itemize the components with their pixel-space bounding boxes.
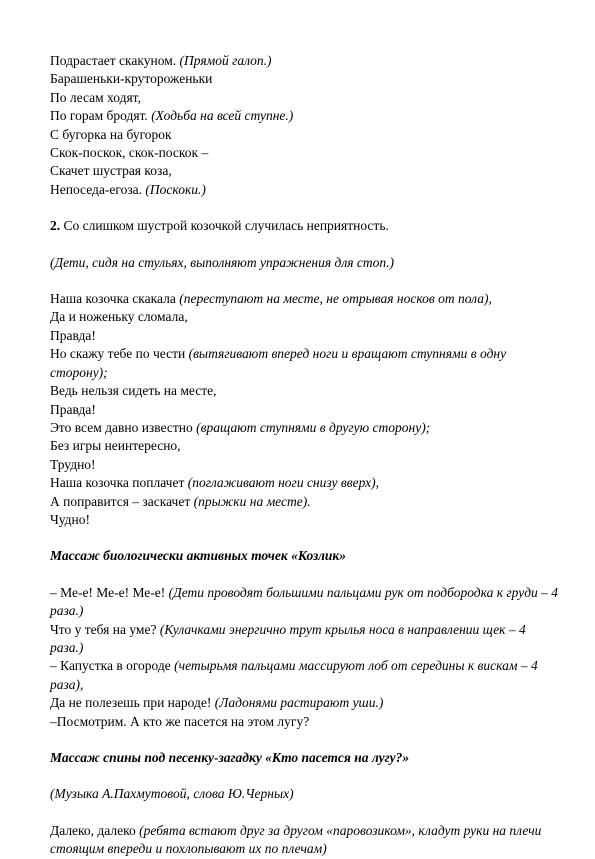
section-number: 2. — [50, 218, 61, 234]
poem-text: Подрастает скакуном. — [50, 53, 180, 68]
poem-line — [50, 89, 560, 107]
poem-stanza-1 — [50, 52, 560, 199]
poem-text: Скок-поскок, скок-поскок – — [50, 145, 209, 161]
poem-text: По лесам ходят, — [50, 89, 141, 105]
poem-line — [50, 456, 560, 474]
section-text: Со слишком шустрой козочкой случилась неприятность. — [60, 218, 389, 234]
poem-line — [50, 308, 560, 326]
dialogue-text: – Капустка в огороде — [50, 658, 175, 674]
poem-text: Но скажу тебе по чести — [50, 346, 189, 362]
poem-text: Трудно! — [50, 456, 96, 472]
poem-text: Наша козочка скакала — [50, 291, 180, 307]
movement-note: (поглаживают ноги снизу вверх), — [187, 475, 379, 491]
poem-line — [50, 290, 560, 308]
music-credits: (Музыка А.Пахмутовой, слова Ю.Черных) — [50, 786, 294, 802]
movement-note: (Кулачками энергично трут крылья носа в направлении щек – 4 раза.) — [50, 621, 526, 655]
poem-text: Это всем давно известно — [50, 419, 197, 435]
poem-line — [50, 493, 560, 511]
poem-line — [50, 327, 560, 345]
poem-line — [50, 382, 560, 400]
poem-line — [50, 345, 560, 382]
movement-note: (вытягивают вперед ноги и вращают ступнями в одну сторону); — [50, 346, 507, 380]
song-text: Далеко, далеко — [50, 822, 140, 838]
poem-line — [50, 401, 560, 419]
poem-text: Ведь нельзя сидеть на месте, — [50, 383, 217, 399]
dialogue-line — [50, 694, 560, 712]
poem-line — [50, 419, 560, 437]
poem-text: С бугорка на бугорок — [50, 126, 172, 142]
poem-line — [50, 511, 560, 529]
poem-line — [50, 474, 560, 492]
massage-2-heading: Массаж спины под песенку-загадку «Кто пасется на лугу?» — [50, 750, 410, 765]
section-2-heading — [50, 217, 560, 235]
movement-note: (Дети проводят большими пальцами рук от подбородка к груди – 4 раза.) — [50, 584, 559, 619]
dialogue-line — [50, 584, 560, 621]
poem-text: Непоседа-егоза. — [50, 181, 146, 197]
movement-note: (прыжки на месте). — [193, 493, 311, 509]
massage-1-heading: Массаж биологически активных точек «Козлик» — [50, 548, 347, 564]
movement-note: (четырьмя пальцами массируют лоб от середины к вискам – 4 раза), — [50, 658, 538, 692]
poem-text: Без игры неинтересно, — [50, 438, 181, 454]
dialogue-text: – Ме-е! Ме-е! Ме-е! — [50, 584, 169, 600]
poem-text: Скачет шустрая коза, — [50, 163, 172, 179]
dialogue-text: –Посмотрим. А кто же пасется на этом лугу? — [50, 713, 310, 729]
poem-line — [50, 70, 560, 88]
song-line — [50, 822, 560, 859]
poem-text: Правда! — [50, 327, 96, 343]
movement-note: (Ладонями растирают уши.) — [214, 695, 384, 711]
movement-note: (вращают ступнями в другую сторону); — [196, 419, 431, 435]
poem-text: А поправится – заскачет — [50, 493, 194, 509]
poem-stanza-2 — [50, 290, 560, 529]
poem-line — [50, 126, 560, 144]
movement-note: (Ходьба на всей ступне.) — [151, 108, 294, 124]
poem-line — [50, 52, 560, 70]
dialogue-line — [50, 621, 560, 658]
movement-note: (Прямой галоп.) — [179, 53, 272, 68]
poem-text: По горам бродят. — [50, 108, 152, 124]
movement-note: (Поскоки.) — [145, 181, 206, 197]
section-2-instruction: (Дети, сидя на стульях, выполняют упражнения для стоп.) — [50, 254, 395, 270]
dialogue-line — [50, 713, 560, 731]
poem-line — [50, 437, 560, 455]
dialogue-line — [50, 657, 560, 694]
dialogue-text: Что у тебя на уме? — [50, 621, 160, 637]
poem-line — [50, 107, 560, 125]
dialogue-text: Да не полезешь при народе! — [50, 695, 215, 711]
poem-text: Барашеньки-крутороженьки — [50, 71, 213, 87]
movement-note: (переступают на месте, не отрывая носков от пола), — [179, 291, 492, 307]
poem-line — [50, 181, 560, 199]
massage-1-lines — [50, 584, 560, 731]
movement-note: (ребята встают друг за другом «паровозиком», кладут руки на плечи стоящим впереди и похлопывают их по плечам) — [50, 822, 542, 857]
poem-line — [50, 162, 560, 180]
document-page — [50, 52, 560, 859]
poem-text: Чудно! — [50, 511, 91, 527]
poem-text: Правда! — [50, 401, 96, 417]
poem-text: Наша козочка поплачет — [50, 475, 188, 491]
poem-line — [50, 144, 560, 162]
poem-text: Да и ноженьку сломала, — [50, 309, 188, 325]
